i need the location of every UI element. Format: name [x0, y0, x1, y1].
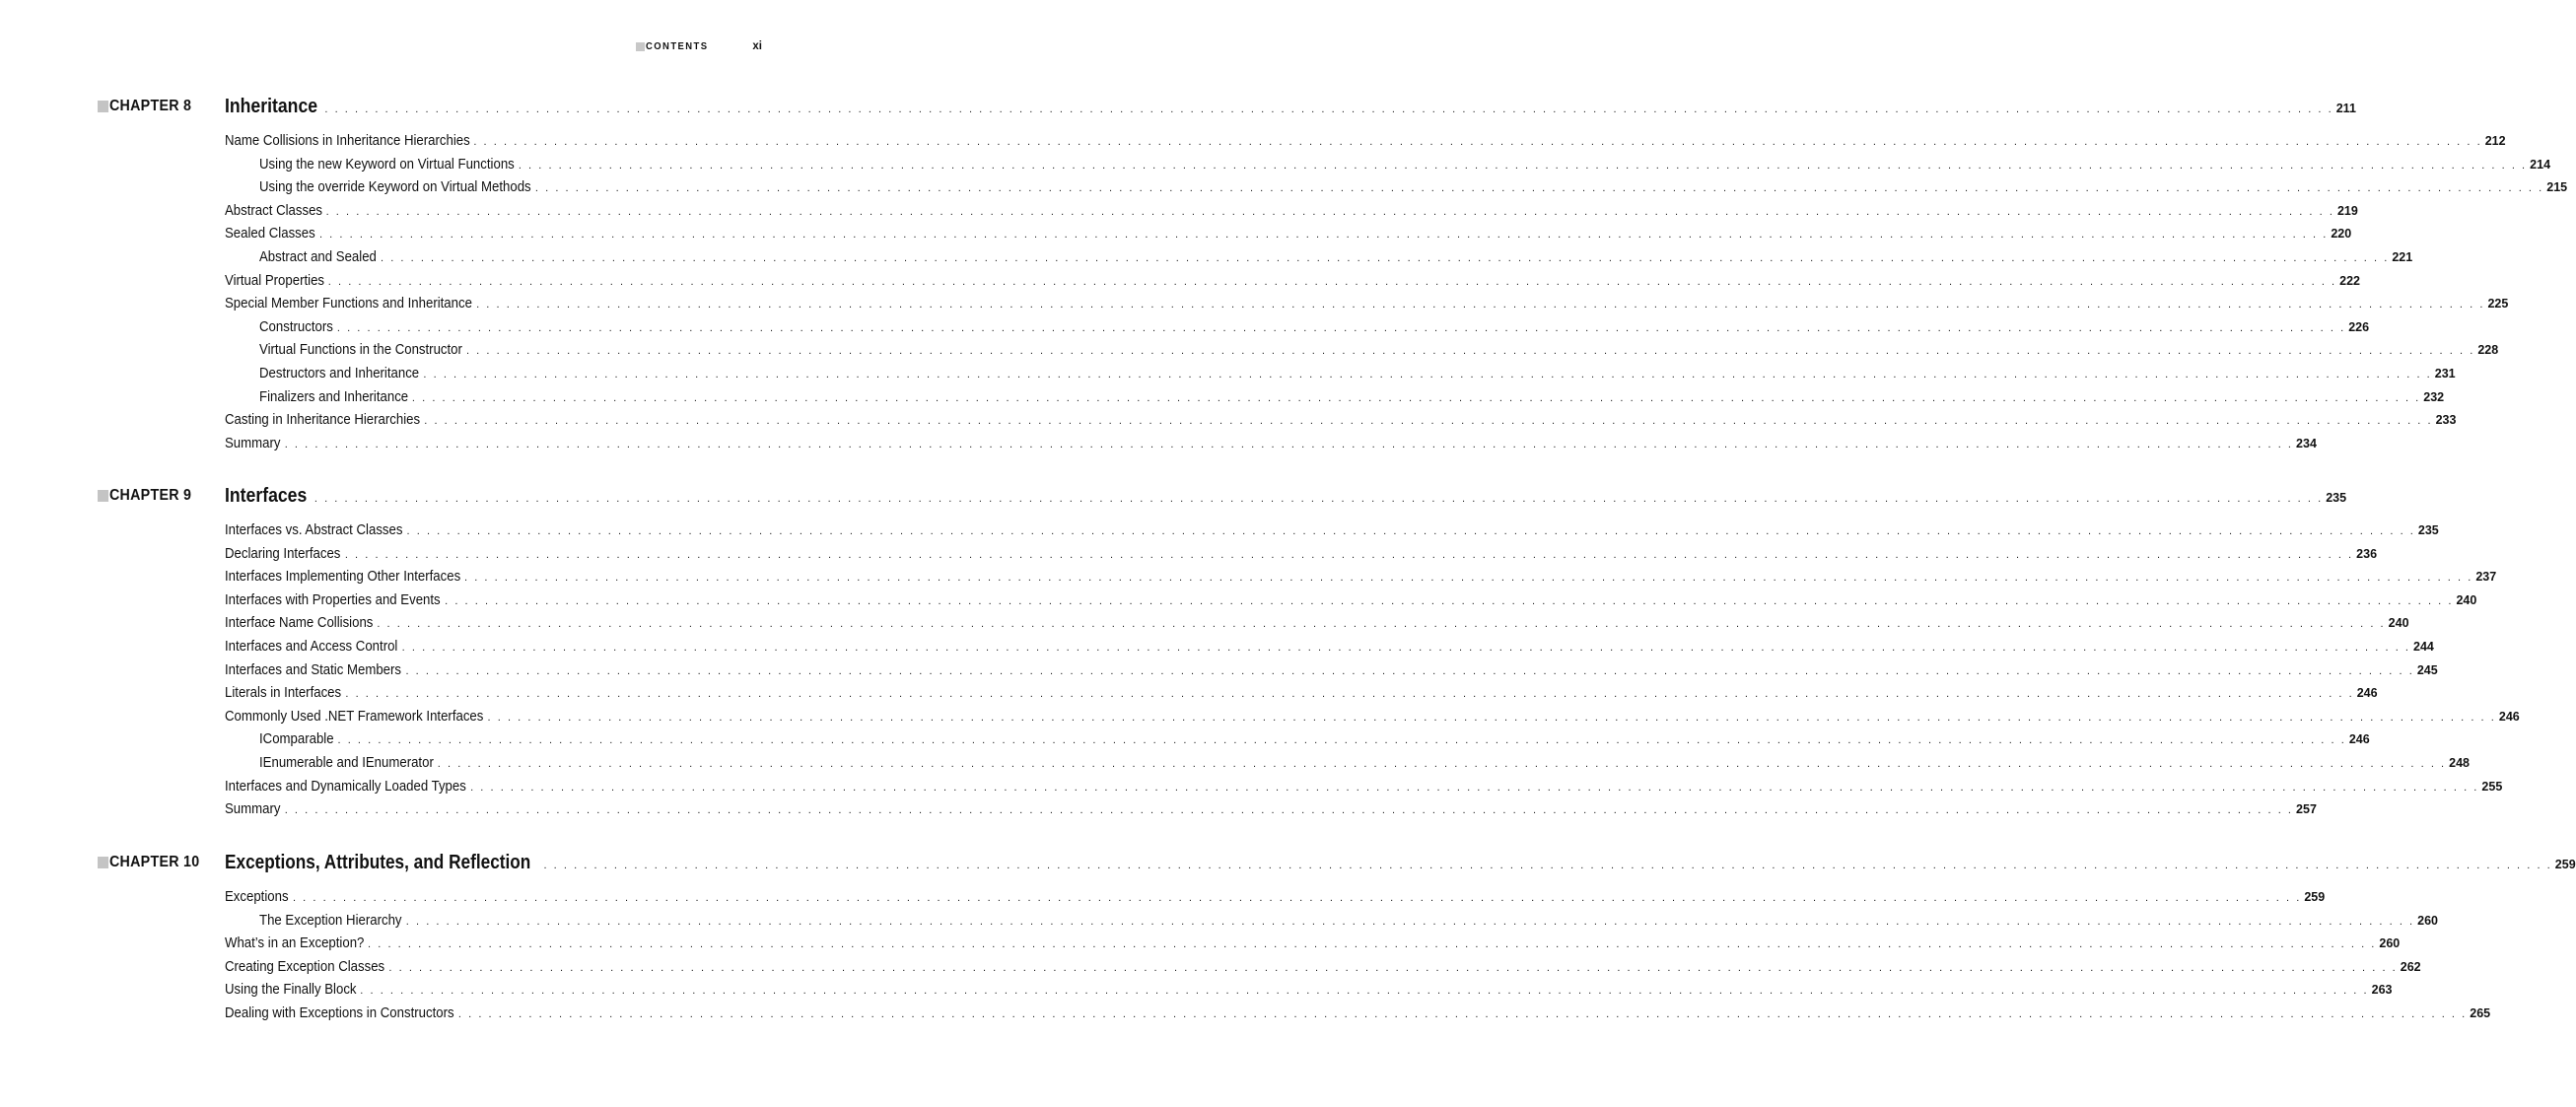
dot-leader: . . . . . . . . . . . . . . . . . . . . . . . . . . . . . . . . . . . . . . . . . . . . . . . . . . . . . . . . . . . . . . . . . . . . . . . . . . . . . . . . . . . . . . . . . . . . . . . . . . . . . . . . . . . . . . . . . . . . . . . . . . . . . . . . . . . . . . . . . . . . . . . . . . . . . . . . . . . . . . . . . . . . . . . . . . . . . . . . . . . . . . . . . . . . . . . . . . . . . . . .	[345, 688, 2354, 701]
chapter-9-section	[0, 484, 2520, 824]
running-head	[636, 40, 762, 52]
entry-title: Declaring Interfaces	[225, 544, 341, 562]
entry-title: Interfaces and Dynamically Loaded Types	[225, 777, 466, 795]
toc-entry[interactable]	[225, 934, 2401, 958]
dot-leader: . . . . . . . . . . . . . . . . . . . . . . . . . . . . . . . . . . . . . . . . . . . . . . . . . . . . . . . . . . . . . . . . . . . . . . . . . . . . . . . . . . . . . . . . . . . . . . . . . . . . . . . . . . . . . . . . . . . . . . . . . . . . . . . . . . . . . . . . . . . . . . . . . . . . . . . . . . . . . . . . . . . . . . . . . . . . . . . . . . . . . . . . . . . . . . . . . . . . . . . .	[401, 641, 2411, 654]
toc-subentry[interactable]	[259, 317, 2370, 342]
dot-leader: . . . . . . . . . . . . . . . . . . . . . . . . . . . . . . . . . . . . . . . . . . . . . . . . . . . . . . . . . . . . . . . . . . . . . . . . . . . . . . . . . . . . . . . . . . . . . . . . . . . . . . . . . . . . . . . . . . . . . . . . . . . . . . . . . . . . . . . . . . . . . . . . . . . . . . . . . . . . . . . . . . . . . . . . . . . . . . . . . . . . . . . . . . . . . . . . . . . . . . . .	[476, 299, 2485, 311]
entry-title: Using the new Keyword on Virtual Functions	[259, 155, 515, 173]
running-head-label: CONTENTS	[645, 40, 709, 52]
toc-entry[interactable]	[225, 888, 2326, 912]
dot-leader: . . . . . . . . . . . . . . . . . . . . . . . . . . . . . . . . . . . . . . . . . . . . . . . . . . . . . . . . . . . . . . . . . . . . . . . . . . . . . . . . . . . . . . . . . . . . . . . . . . . . . . . . . . . . . . . . . . . . . . . . . . . . . . . . . . . . . . . . . . . . . . . . . . . . . . . . . . . . . . . . . . . . . . . . . . . . . . . . . . . . . . . . . . . . . . . . . . . . . . . .	[318, 229, 2329, 242]
entry-title: Interface Name Collisions	[225, 614, 374, 632]
entry-title: The Exception Hierarchy	[259, 911, 402, 929]
dot-leader: . . . . . . . . . . . . . . . . . . . . . . . . . . . . . . . . . . . . . . . . . . . . . . . . . . . . . . . . . . . . . . . . . . . . . . . . . . . . . . . . . . . . . . . . . . . . . . . . . . . . . . . . . . . . . . . . . . . . . . . . . . . . . . . . . . . . . . . . . . . . . . . . . . . . . . . . . . . . . . . . . . . . . . . . . . . . . . . . . . . . . . . . . . . . . . . . . . . . . . . .	[337, 734, 2346, 747]
entry-page-number: 219	[2336, 203, 2358, 218]
entry-title: Interfaces and Static Members	[225, 660, 402, 678]
entry-page-number: 220	[2331, 227, 2352, 242]
entry-page-number: 255	[2481, 779, 2503, 794]
toc-entry[interactable]	[225, 637, 2434, 661]
gray-square-icon	[98, 101, 108, 112]
dot-leader: . . . . . . . . . . . . . . . . . . . . . . . . . . . . . . . . . . . . . . . . . . . . . . . . . . . . . . . . . . . . . . . . . . . . . . . . . . . . . . . . . . . . . . . . . . . . . . . . . . . . . . . . . . . . . . . . . . . . . . . . . . . . . . . . . . . . . . . . . . . . . . . . . . . . . . . . . . . . . . . . . . . . . . . . . . . . . . . . . . . . . . . . . . . . . . . . . . . . . . . .	[470, 781, 2479, 794]
entry-page-number: 236	[2356, 546, 2378, 561]
dot-leader: . . . . . . . . . . . . . . . . . . . . . . . . . . . . . . . . . . . . . . . . . . . . . . . . . . . . . . . . . . . . . . . . . . . . . . . . . . . . . . . . . . . . . . . . . . . . . . . . . . . . . . . . . . . . . . . . . . . . . . . . . . . . . . . . . . . . . . . . . . . . . . . . . . . . . . . . . . . . . . . . . . . . . . . . . . . . . . . . . . . . . . . . . . . . . . . . . . . . . . . .	[424, 415, 2433, 428]
entry-page-number: 215	[2546, 180, 2568, 195]
entry-page-number: 240	[2388, 616, 2409, 631]
entry-title: Destructors and Inheritance	[259, 364, 420, 381]
entry-title: Abstract Classes	[225, 201, 323, 219]
dot-leader: . . . . . . . . . . . . . . . . . . . . . . . . . . . . . . . . . . . . . . . . . . . . . . . . . . . . . . . . . . . . . . . . . . . . . . . . . . . . . . . . . . . . . . . . . . . . . . . . . . . . . . . . . . . . . . . . . . . . . . . . . . . . . . . . . . . . . . . . . . . . . . . . . . . . . . . . . . . . . . . . . . . . . . . . . . . . . . . . . . . . . . . . . . . . . . . . . . . . . . . .	[543, 860, 2552, 871]
chapter-page-number: 235	[2326, 491, 2347, 505]
entry-page-number: 248	[2449, 755, 2471, 770]
dot-leader: . . . . . . . . . . . . . . . . . . . . . . . . . . . . . . . . . . . . . . . . . . . . . . . . . . . . . . . . . . . . . . . . . . . . . . . . . . . . . . . . . . . . . . . . . . . . . . . . . . . . . . . . . . . . . . . . . . . . . . . . . . . . . . . . . . . . . . . . . . . . . . . . . . . . . . . . . . . . . . . . . . . . . . . . . . . . . . . . . . . . . . . . . . . . . . . . . . . . . . . .	[465, 345, 2475, 358]
entry-page-number: 246	[2348, 732, 2370, 747]
dot-leader: . . . . . . . . . . . . . . . . . . . . . . . . . . . . . . . . . . . . . . . . . . . . . . . . . . . . . . . . . . . . . . . . . . . . . . . . . . . . . . . . . . . . . . . . . . . . . . . . . . . . . . . . . . . . . . . . . . . . . . . . . . . . . . . . . . . . . . . . . . . . . . . . . . . . . . . . . . . . . . . . . . . . . . . . . . . . . . . . . . . . . . . . . . . . . . . . . . . . . . . .	[284, 804, 2294, 817]
entry-title: Interfaces and Access Control	[225, 637, 398, 655]
chapter-heading	[0, 95, 2356, 118]
entry-title: Casting in Inheritance Hierarchies	[225, 411, 421, 429]
chapter-label-text: CHAPTER 8	[108, 98, 192, 114]
chapter-title-row[interactable]	[225, 95, 2356, 118]
chapter-label	[98, 487, 191, 505]
entry-list	[0, 521, 2520, 824]
toc-entry[interactable]	[225, 568, 2497, 591]
entry-page-number: 212	[2484, 134, 2506, 148]
dot-leader: . . . . . . . . . . . . . . . . . . . . . . . . . . . . . . . . . . . . . . . . . . . . . . . . . . . . . . . . . . . . . . . . . . . . . . . . . . . . . . . . . . . . . . . . . . . . . . . . . . . . . . . . . . . . . . . . . . . . . . . . . . . . . . . . . . . . . . . . . . . . . . . . . . . . . . . . . . . . . . . . . . . . . . . . . . . . . . . . . . . . . . . . . . . . . . . . . . . . . . . .	[487, 711, 2496, 724]
dot-leader: . . . . . . . . . . . . . . . . . . . . . . . . . . . . . . . . . . . . . . . . . . . . . . . . . . . . . . . . . . . . . . . . . . . . . . . . . . . . . . . . . . . . . . . . . . . . . . . . . . . . . . . . . . . . . . . . . . . . . . . . . . . . . . . . . . . . . . . . . . . . . . . . . . . . . . . . . . . . . . . . . . . . . . . . . . . . . . . . . . . . . . . . . . . . . . . . . . . . . . . .	[534, 182, 2544, 195]
dot-leader: . . . . . . . . . . . . . . . . . . . . . . . . . . . . . . . . . . . . . . . . . . . . . . . . . . . . . . . . . . . . . . . . . . . . . . . . . . . . . . . . . . . . . . . . . . . . . . . . . . . . . . . . . . . . . . . . . . . . . . . . . . . . . . . . . . . . . . . . . . . . . . . . . . . . . . . . . . . . . . . . . . . . . . . . . . . . . . . . . . . . . . . . . . . . . . . . . . . . . . . .	[360, 985, 2369, 998]
entry-title: Interfaces with Properties and Events	[225, 590, 441, 608]
chapter-heading	[0, 484, 2347, 508]
toc-entry[interactable]	[225, 590, 2477, 615]
dot-leader: . . . . . . . . . . . . . . . . . . . . . . . . . . . . . . . . . . . . . . . . . . . . . . . . . . . . . . . . . . . . . . . . . . . . . . . . . . . . . . . . . . . . . . . . . . . . . . . . . . . . . . . . . . . . . . . . . . . . . . . . . . . . . . . . . . . . . . . . . . . . . . . . . . . . . . . . . . . . . . . . . . . . . . . . . . . . . . . . . . . . . . . . . . . . . . . . . . . . . . . .	[292, 892, 2302, 904]
entry-title: Abstract and Sealed	[259, 247, 377, 265]
entry-page-number: 265	[2470, 1005, 2491, 1020]
entry-title: What’s in an Exception?	[225, 934, 365, 952]
entry-page-number: 244	[2413, 639, 2434, 654]
dot-leader: . . . . . . . . . . . . . . . . . . . . . . . . . . . . . . . . . . . . . . . . . . . . . . . . . . . . . . . . . . . . . . . . . . . . . . . . . . . . . . . . . . . . . . . . . . . . . . . . . . . . . . . . . . . . . . . . . . . . . . . . . . . . . . . . . . . . . . . . . . . . . . . . . . . . . . . . . . . . . . . . . . . . . . . . . . . . . . . . . . . . . . . . . . . . . . . . . . . . . . . .	[313, 493, 2324, 505]
toc-entry[interactable]	[225, 521, 2439, 545]
gray-square-icon	[636, 42, 645, 51]
entry-page-number: 221	[2392, 249, 2413, 264]
entry-title: Virtual Functions in the Constructor	[259, 341, 462, 359]
entry-title: Commonly Used .NET Framework Interfaces	[225, 707, 484, 725]
chapter-title-row[interactable]	[225, 484, 2347, 508]
toc-entry[interactable]	[225, 434, 2317, 458]
gray-square-icon	[98, 857, 108, 868]
toc-subentry[interactable]	[259, 364, 2456, 388]
dot-leader: . . . . . . . . . . . . . . . . . . . . . . . . . . . . . . . . . . . . . . . . . . . . . . . . . . . . . . . . . . . . . . . . . . . . . . . . . . . . . . . . . . . . . . . . . . . . . . . . . . . . . . . . . . . . . . . . . . . . . . . . . . . . . . . . . . . . . . . . . . . . . . . . . . . . . . . . . . . . . . . . . . . . . . . . . . . . . . . . . . . . . . . . . . . . . . . . . . . . . . . .	[325, 205, 2334, 218]
dot-leader: . . . . . . . . . . . . . . . . . . . . . . . . . . . . . . . . . . . . . . . . . . . . . . . . . . . . . . . . . . . . . . . . . . . . . . . . . . . . . . . . . . . . . . . . . . . . . . . . . . . . . . . . . . . . . . . . . . . . . . . . . . . . . . . . . . . . . . . . . . . . . . . . . . . . . . . . . . . . . . . . . . . . . . . . . . . . . . . . . . . . . . . . . . . . . . . . . . . . . . . .	[368, 938, 2377, 951]
entry-page-number: 260	[2417, 913, 2439, 928]
dot-leader: . . . . . . . . . . . . . . . . . . . . . . . . . . . . . . . . . . . . . . . . . . . . . . . . . . . . . . . . . . . . . . . . . . . . . . . . . . . . . . . . . . . . . . . . . . . . . . . . . . . . . . . . . . . . . . . . . . . . . . . . . . . . . . . . . . . . . . . . . . . . . . . . . . . . . . . . . . . . . . . . . . . . . . . . . . . . . . . . . . . . . . . . . . . . . . . . . . . . . . . .	[473, 136, 2482, 148]
toc-subentry[interactable]	[259, 911, 2439, 935]
toc-entry[interactable]	[225, 411, 2457, 435]
chapter-label-text: CHAPTER 9	[108, 487, 192, 504]
dot-leader: . . . . . . . . . . . . . . . . . . . . . . . . . . . . . . . . . . . . . . . . . . . . . . . . . . . . . . . . . . . . . . . . . . . . . . . . . . . . . . . . . . . . . . . . . . . . . . . . . . . . . . . . . . . . . . . . . . . . . . . . . . . . . . . . . . . . . . . . . . . . . . . . . . . . . . . . . . . . . . . . . . . . . . . . . . . . . . . . . . . . . . . . . . . . . . . . . . . . . . . .	[284, 438, 2294, 450]
entry-page-number: 246	[2356, 686, 2378, 701]
toc-subentry[interactable]	[259, 341, 2499, 365]
toc-entry[interactable]	[225, 132, 2506, 156]
toc-entry[interactable]	[225, 295, 2509, 318]
dot-leader: . . . . . . . . . . . . . . . . . . . . . . . . . . . . . . . . . . . . . . . . . . . . . . . . . . . . . . . . . . . . . . . . . . . . . . . . . . . . . . . . . . . . . . . . . . . . . . . . . . . . . . . . . . . . . . . . . . . . . . . . . . . . . . . . . . . . . . . . . . . . . . . . . . . . . . . . . . . . . . . . . . . . . . . . . . . . . . . . . . . . . . . . . . . . . . . . . . . . . . . .	[377, 618, 2386, 631]
entry-page-number: 262	[2400, 959, 2421, 974]
toc-entry[interactable]	[225, 1003, 2491, 1028]
entry-page-number: 263	[2371, 983, 2393, 998]
entry-page-number: 246	[2498, 709, 2520, 724]
entry-page-number: 260	[2379, 936, 2401, 951]
entry-page-number: 214	[2530, 157, 2551, 172]
entry-title: Summary	[225, 434, 281, 451]
chapter-page-number: 259	[2554, 858, 2576, 871]
toc-subentry[interactable]	[259, 247, 2413, 272]
entry-title: Literals in Interfaces	[225, 684, 342, 702]
toc-entry[interactable]	[225, 707, 2520, 731]
entry-page-number: 237	[2475, 570, 2497, 585]
entry-page-number: 225	[2487, 297, 2509, 311]
dot-leader: . . . . . . . . . . . . . . . . . . . . . . . . . . . . . . . . . . . . . . . . . . . . . . . . . . . . . . . . . . . . . . . . . . . . . . . . . . . . . . . . . . . . . . . . . . . . . . . . . . . . . . . . . . . . . . . . . . . . . . . . . . . . . . . . . . . . . . . . . . . . . . . . . . . . . . . . . . . . . . . . . . . . . . . . . . . . . . . . . . . . . . . . . . . . . . . . . . . . . . . .	[457, 1007, 2468, 1020]
chapter-title: Inheritance	[225, 95, 318, 117]
dot-leader: . . . . . . . . . . . . . . . . . . . . . . . . . . . . . . . . . . . . . . . . . . . . . . . . . . . . . . . . . . . . . . . . . . . . . . . . . . . . . . . . . . . . . . . . . . . . . . . . . . . . . . . . . . . . . . . . . . . . . . . . . . . . . . . . . . . . . . . . . . . . . . . . . . . . . . . . . . . . . . . . . . . . . . . . . . . . . . . . . . . . . . . . . . . . . . . . . . . . . . . .	[437, 757, 2447, 770]
entry-page-number: 233	[2435, 413, 2457, 428]
entry-page-number: 245	[2416, 662, 2438, 677]
entry-list	[0, 888, 2491, 1028]
entry-title: Name Collisions in Inheritance Hierarchies	[225, 132, 470, 149]
toc-entry[interactable]	[225, 957, 2421, 982]
entry-title: IComparable	[259, 730, 334, 748]
toc-subentry[interactable]	[259, 387, 2445, 412]
chapter-title: Interfaces	[225, 484, 308, 507]
toc-entry[interactable]	[225, 981, 2393, 1004]
chapter-label-text: CHAPTER 10	[108, 854, 200, 870]
gray-square-icon	[98, 490, 108, 502]
dot-leader: . . . . . . . . . . . . . . . . . . . . . . . . . . . . . . . . . . . . . . . . . . . . . . . . . . . . . . . . . . . . . . . . . . . . . . . . . . . . . . . . . . . . . . . . . . . . . . . . . . . . . . . . . . . . . . . . . . . . . . . . . . . . . . . . . . . . . . . . . . . . . . . . . . . . . . . . . . . . . . . . . . . . . . . . . . . . . . . . . . . . . . . . . . . . . . . . . . . . . . . .	[336, 321, 2346, 334]
entry-title: Using the Finally Block	[225, 981, 357, 999]
chapter-8-section	[0, 95, 2568, 457]
toc-entry[interactable]	[225, 225, 2352, 248]
entry-title: Sealed Classes	[225, 225, 315, 242]
dot-leader: . . . . . . . . . . . . . . . . . . . . . . . . . . . . . . . . . . . . . . . . . . . . . . . . . . . . . . . . . . . . . . . . . . . . . . . . . . . . . . . . . . . . . . . . . . . . . . . . . . . . . . . . . . . . . . . . . . . . . . . . . . . . . . . . . . . . . . . . . . . . . . . . . . . . . . . . . . . . . . . . . . . . . . . . . . . . . . . . . . . . . . . . . . . . . . . . . . . . . . . .	[423, 368, 2432, 381]
entry-page-number: 226	[2348, 319, 2370, 334]
toc-entry[interactable]	[225, 777, 2503, 801]
toc-subentry[interactable]	[259, 730, 2370, 754]
dot-leader: . . . . . . . . . . . . . . . . . . . . . . . . . . . . . . . . . . . . . . . . . . . . . . . . . . . . . . . . . . . . . . . . . . . . . . . . . . . . . . . . . . . . . . . . . . . . . . . . . . . . . . . . . . . . . . . . . . . . . . . . . . . . . . . . . . . . . . . . . . . . . . . . . . . . . . . . . . . . . . . . . . . . . . . . . . . . . . . . . . . . . . . . . . . . . . . . . . . . . . . .	[324, 104, 2333, 115]
entry-page-number: 232	[2423, 389, 2445, 404]
chapter-heading	[0, 851, 2576, 874]
entry-page-number: 228	[2477, 343, 2499, 358]
toc-subentry[interactable]	[259, 155, 2551, 179]
entry-title: Exceptions	[225, 888, 289, 905]
entry-title: Special Member Functions and Inheritance	[225, 295, 472, 312]
entry-title: Constructors	[259, 317, 333, 335]
entry-page-number: 240	[2456, 592, 2477, 607]
dot-leader: . . . . . . . . . . . . . . . . . . . . . . . . . . . . . . . . . . . . . . . . . . . . . . . . . . . . . . . . . . . . . . . . . . . . . . . . . . . . . . . . . . . . . . . . . . . . . . . . . . . . . . . . . . . . . . . . . . . . . . . . . . . . . . . . . . . . . . . . . . . . . . . . . . . . . . . . . . . . . . . . . . . . . . . . . . . . . . . . . . . . . . . . . . . . . . . . . . . . . . . .	[406, 525, 2415, 537]
entry-title: Using the override Keyword on Virtual Methods	[259, 178, 531, 196]
chapter-10-section	[0, 851, 2576, 1028]
toc-entry[interactable]	[225, 614, 2409, 638]
entry-page-number: 231	[2434, 366, 2456, 381]
entry-page-number: 235	[2417, 523, 2439, 537]
toc-entry[interactable]	[225, 660, 2438, 685]
toc-entry[interactable]	[225, 544, 2378, 569]
dot-leader: . . . . . . . . . . . . . . . . . . . . . . . . . . . . . . . . . . . . . . . . . . . . . . . . . . . . . . . . . . . . . . . . . . . . . . . . . . . . . . . . . . . . . . . . . . . . . . . . . . . . . . . . . . . . . . . . . . . . . . . . . . . . . . . . . . . . . . . . . . . . . . . . . . . . . . . . . . . . . . . . . . . . . . . . . . . . . . . . . . . . . . . . . . . . . . . . . . . . . . . .	[518, 159, 2528, 172]
running-head-page-number: xi	[752, 40, 762, 52]
dot-leader: . . . . . . . . . . . . . . . . . . . . . . . . . . . . . . . . . . . . . . . . . . . . . . . . . . . . . . . . . . . . . . . . . . . . . . . . . . . . . . . . . . . . . . . . . . . . . . . . . . . . . . . . . . . . . . . . . . . . . . . . . . . . . . . . . . . . . . . . . . . . . . . . . . . . . . . . . . . . . . . . . . . . . . . . . . . . . . . . . . . . . . . . . . . . . . . . . . . . . . . .	[445, 594, 2454, 607]
entry-page-number: 222	[2339, 273, 2361, 288]
entry-title: Virtual Properties	[225, 271, 325, 289]
entry-page-number: 259	[2304, 890, 2326, 904]
entry-title: Interfaces Implementing Other Interfaces	[225, 568, 461, 586]
entry-title: Dealing with Exceptions in Constructors	[225, 1003, 454, 1021]
toc-subentry[interactable]	[259, 178, 2568, 202]
entry-list	[0, 132, 2568, 457]
dot-leader: . . . . . . . . . . . . . . . . . . . . . . . . . . . . . . . . . . . . . . . . . . . . . . . . . . . . . . . . . . . . . . . . . . . . . . . . . . . . . . . . . . . . . . . . . . . . . . . . . . . . . . . . . . . . . . . . . . . . . . . . . . . . . . . . . . . . . . . . . . . . . . . . . . . . . . . . . . . . . . . . . . . . . . . . . . . . . . . . . . . . . . . . . . . . . . . . . . . . . . . .	[463, 572, 2473, 585]
dot-leader: . . . . . . . . . . . . . . . . . . . . . . . . . . . . . . . . . . . . . . . . . . . . . . . . . . . . . . . . . . . . . . . . . . . . . . . . . . . . . . . . . . . . . . . . . . . . . . . . . . . . . . . . . . . . . . . . . . . . . . . . . . . . . . . . . . . . . . . . . . . . . . . . . . . . . . . . . . . . . . . . . . . . . . . . . . . . . . . . . . . . . . . . . . . . . . . . . . . . . . . .	[344, 548, 2354, 561]
chapter-label	[98, 98, 191, 115]
toc-subentry[interactable]	[259, 753, 2471, 778]
chapter-page-number: 211	[2335, 102, 2356, 115]
chapter-title: Exceptions, Attributes, and Reflection	[225, 851, 531, 873]
entry-page-number: 257	[2296, 802, 2317, 817]
dot-leader: . . . . . . . . . . . . . . . . . . . . . . . . . . . . . . . . . . . . . . . . . . . . . . . . . . . . . . . . . . . . . . . . . . . . . . . . . . . . . . . . . . . . . . . . . . . . . . . . . . . . . . . . . . . . . . . . . . . . . . . . . . . . . . . . . . . . . . . . . . . . . . . . . . . . . . . . . . . . . . . . . . . . . . . . . . . . . . . . . . . . . . . . . . . . . . . . . . . . . . . .	[411, 391, 2421, 404]
entry-title: Finalizers and Inheritance	[259, 387, 409, 405]
entry-title: Interfaces vs. Abstract Classes	[225, 521, 403, 538]
entry-title: Creating Exception Classes	[225, 957, 385, 975]
toc-entry[interactable]	[225, 201, 2358, 226]
toc-entry[interactable]	[225, 684, 2378, 708]
dot-leader: . . . . . . . . . . . . . . . . . . . . . . . . . . . . . . . . . . . . . . . . . . . . . . . . . . . . . . . . . . . . . . . . . . . . . . . . . . . . . . . . . . . . . . . . . . . . . . . . . . . . . . . . . . . . . . . . . . . . . . . . . . . . . . . . . . . . . . . . . . . . . . . . . . . . . . . . . . . . . . . . . . . . . . . . . . . . . . . . . . . . . . . . . . . . . . . . . . . . . . . .	[327, 275, 2337, 288]
chapter-title-row[interactable]	[225, 851, 2576, 874]
toc-entry[interactable]	[225, 271, 2361, 296]
entry-title: Summary	[225, 800, 281, 818]
entry-title: IEnumerable and IEnumerator	[259, 753, 434, 771]
dot-leader: . . . . . . . . . . . . . . . . . . . . . . . . . . . . . . . . . . . . . . . . . . . . . . . . . . . . . . . . . . . . . . . . . . . . . . . . . . . . . . . . . . . . . . . . . . . . . . . . . . . . . . . . . . . . . . . . . . . . . . . . . . . . . . . . . . . . . . . . . . . . . . . . . . . . . . . . . . . . . . . . . . . . . . . . . . . . . . . . . . . . . . . . . . . . . . . . . . . . . . . .	[380, 251, 2390, 264]
dot-leader: . . . . . . . . . . . . . . . . . . . . . . . . . . . . . . . . . . . . . . . . . . . . . . . . . . . . . . . . . . . . . . . . . . . . . . . . . . . . . . . . . . . . . . . . . . . . . . . . . . . . . . . . . . . . . . . . . . . . . . . . . . . . . . . . . . . . . . . . . . . . . . . . . . . . . . . . . . . . . . . . . . . . . . . . . . . . . . . . . . . . . . . . . . . . . . . . . . . . . . . .	[388, 961, 2398, 974]
dot-leader: . . . . . . . . . . . . . . . . . . . . . . . . . . . . . . . . . . . . . . . . . . . . . . . . . . . . . . . . . . . . . . . . . . . . . . . . . . . . . . . . . . . . . . . . . . . . . . . . . . . . . . . . . . . . . . . . . . . . . . . . . . . . . . . . . . . . . . . . . . . . . . . . . . . . . . . . . . . . . . . . . . . . . . . . . . . . . . . . . . . . . . . . . . . . . . . . . . . . . . . .	[405, 915, 2415, 928]
chapter-label	[98, 854, 199, 871]
toc-entry[interactable]	[225, 800, 2317, 824]
entry-page-number: 234	[2296, 436, 2317, 450]
dot-leader: . . . . . . . . . . . . . . . . . . . . . . . . . . . . . . . . . . . . . . . . . . . . . . . . . . . . . . . . . . . . . . . . . . . . . . . . . . . . . . . . . . . . . . . . . . . . . . . . . . . . . . . . . . . . . . . . . . . . . . . . . . . . . . . . . . . . . . . . . . . . . . . . . . . . . . . . . . . . . . . . . . . . . . . . . . . . . . . . . . . . . . . . . . . . . . . . . . . . . . . .	[405, 664, 2414, 677]
